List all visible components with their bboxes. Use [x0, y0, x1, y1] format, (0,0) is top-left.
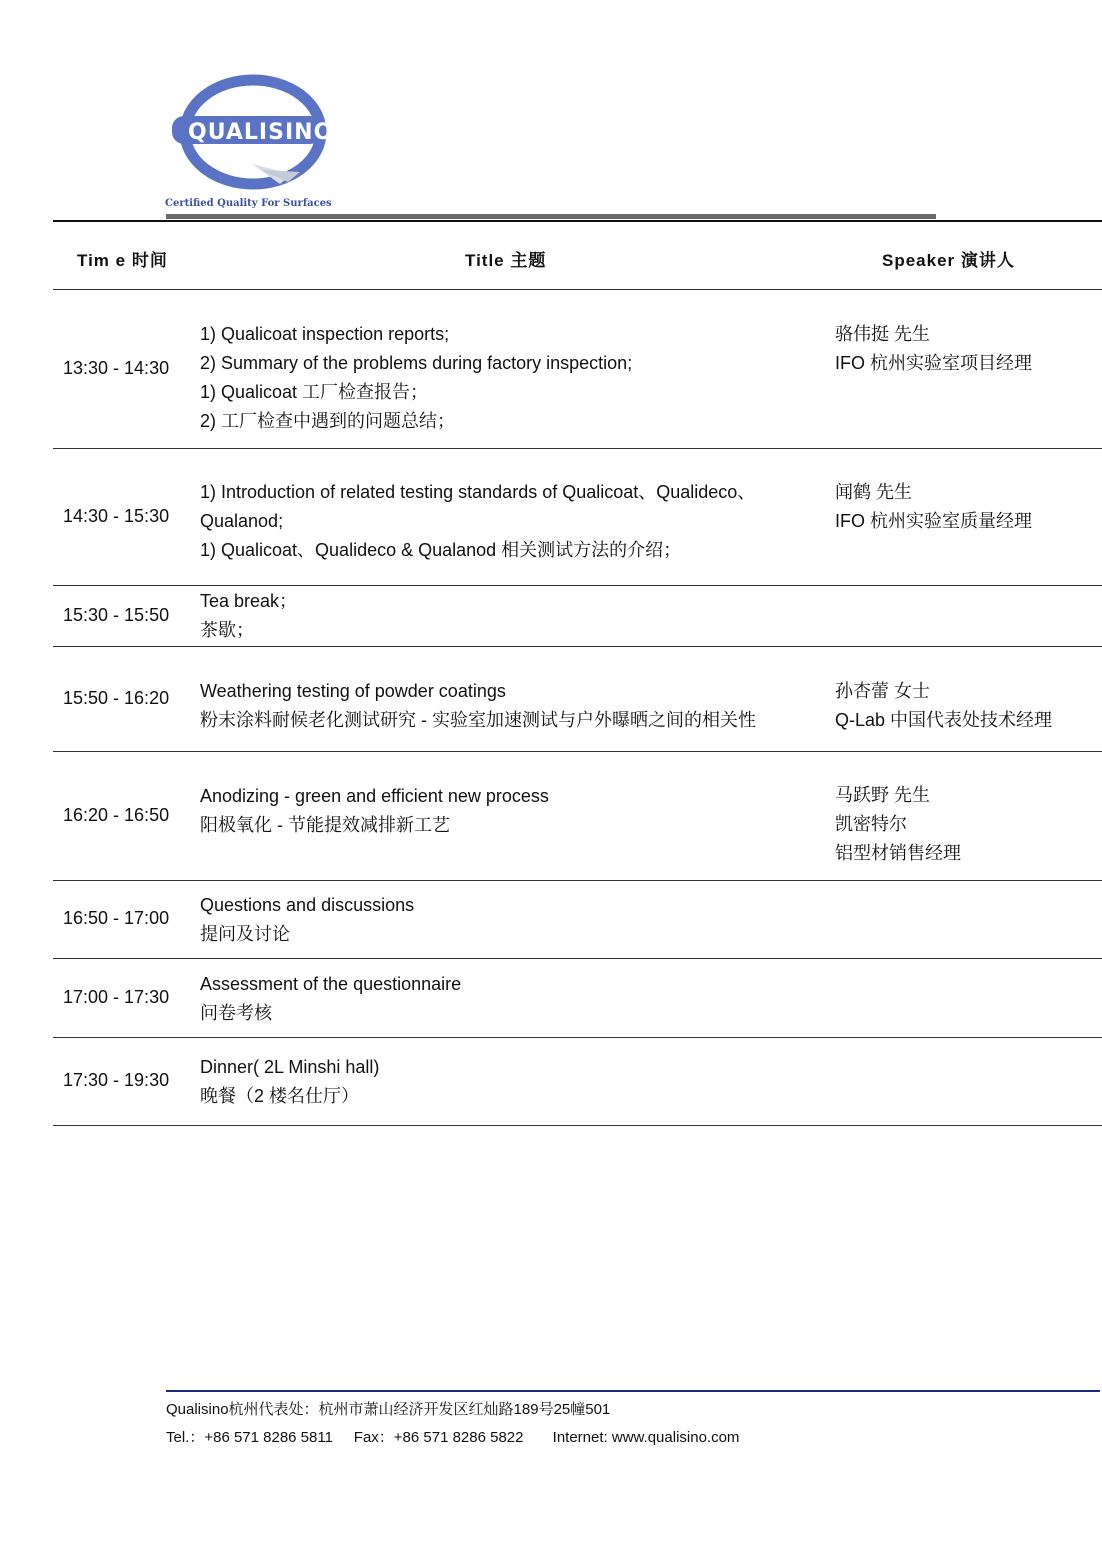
title-line: 晚餐（2 楼名仕厅）	[200, 1086, 360, 1106]
row-time: 17:30 - 19:30	[63, 1070, 170, 1090]
speaker-name: 骆伟挺 先生	[835, 324, 931, 344]
title-line: 1) Introduction of related testing standards of Qualicoat、Qualideco、 Qualanod;	[200, 482, 756, 531]
speaker-role: Q-Lab 中国代表处技术经理	[835, 710, 1053, 730]
row-time: 17:00 - 17:30	[63, 987, 170, 1007]
title-line: 粉末涂料耐候老化测试研究 - 实验室加速测试与户外曝晒之间的相关性	[200, 710, 756, 730]
table-top-rule	[53, 220, 1102, 222]
row-time: 14:30 - 15:30	[63, 506, 170, 526]
logo-wordmark: QUALISINO	[188, 120, 334, 145]
row-time: 15:50 - 16:20	[63, 688, 170, 708]
title-line: 茶歇；	[200, 620, 254, 640]
row-divider	[53, 880, 1102, 881]
title-line: Questions and discussions	[200, 895, 415, 915]
title-line: 1) Qualicoat、Qualideco & Qualanod 相关测试方法的介绍；	[200, 540, 682, 560]
title-line: 问卷考核	[200, 1003, 272, 1023]
speaker-role: IFO 杭州实验室质量经理	[835, 511, 1032, 531]
row-speaker	[835, 320, 1100, 378]
footer-divider	[166, 1390, 1100, 1392]
column-header-time: Tim e 时间	[77, 251, 168, 270]
column-header-speaker: Speaker 演讲人	[882, 251, 1015, 270]
row-title	[200, 782, 815, 840]
row-time: 16:20 - 16:50	[63, 805, 170, 825]
speaker-name: 马跃野 先生	[835, 785, 931, 805]
column-header-title: Title 主题	[465, 251, 547, 270]
row-speaker	[835, 478, 1100, 536]
title-line: 2) 工厂检查中遇到的问题总结；	[200, 411, 456, 431]
row-time: 16:50 - 17:00	[63, 908, 170, 928]
speaker-name: 闻鹤 先生	[835, 482, 913, 502]
speaker-role: 铝型材销售经理	[835, 843, 961, 863]
row-title	[200, 587, 815, 645]
table-bottom-rule	[53, 1125, 1102, 1126]
speaker-role: IFO 杭州实验室项目经理	[835, 353, 1032, 373]
title-line: 提问及讨论	[200, 924, 290, 944]
footer-address: Qualisino杭州代表处：杭州市萧山经济开发区红灿路189号25幢501	[166, 1401, 611, 1418]
row-title	[200, 891, 815, 949]
row-divider	[53, 751, 1102, 752]
row-divider	[53, 646, 1102, 647]
row-speaker	[835, 781, 1100, 868]
speaker-name: 孙杏蕾 女士	[835, 681, 931, 701]
row-speaker	[835, 677, 1100, 735]
row-divider	[53, 585, 1102, 586]
row-title	[200, 1053, 815, 1111]
footer-contact: Tel.：+86 571 8286 5811 Fax：+86 571 8286 5822 Internet: www.qualisino.com	[166, 1429, 740, 1446]
title-line: 1) Qualicoat 工厂检查报告；	[200, 382, 429, 402]
title-line: 2) Summary of the problems during factory inspection;	[200, 353, 633, 373]
title-line: Weathering testing of powder coatings	[200, 681, 506, 701]
row-title	[200, 970, 815, 1028]
row-title	[200, 677, 815, 735]
row-divider	[53, 448, 1102, 449]
row-title	[200, 320, 815, 436]
title-line: Anodizing - green and efficient new process	[200, 786, 549, 806]
qualisino-logo	[160, 72, 350, 212]
logo-tagline: Certified Quality For Surfaces	[165, 198, 332, 209]
row-divider	[53, 1037, 1102, 1038]
row-divider	[53, 958, 1102, 959]
title-line: Assessment of the questionnaire	[200, 974, 462, 994]
header-divider-bar	[166, 214, 936, 219]
title-line: 1) Qualicoat inspection reports;	[200, 324, 450, 344]
row-time: 13:30 - 14:30	[63, 358, 170, 378]
title-line: Tea break；	[200, 591, 298, 611]
speaker-company: 凯密特尔	[835, 814, 907, 834]
title-line: 阳极氧化 - 节能提效减排新工艺	[200, 815, 450, 835]
row-time: 15:30 - 15:50	[63, 605, 170, 625]
table-header-rule	[53, 289, 1102, 290]
title-line: Dinner( 2L Minshi hall)	[200, 1057, 380, 1077]
row-title	[200, 478, 815, 565]
